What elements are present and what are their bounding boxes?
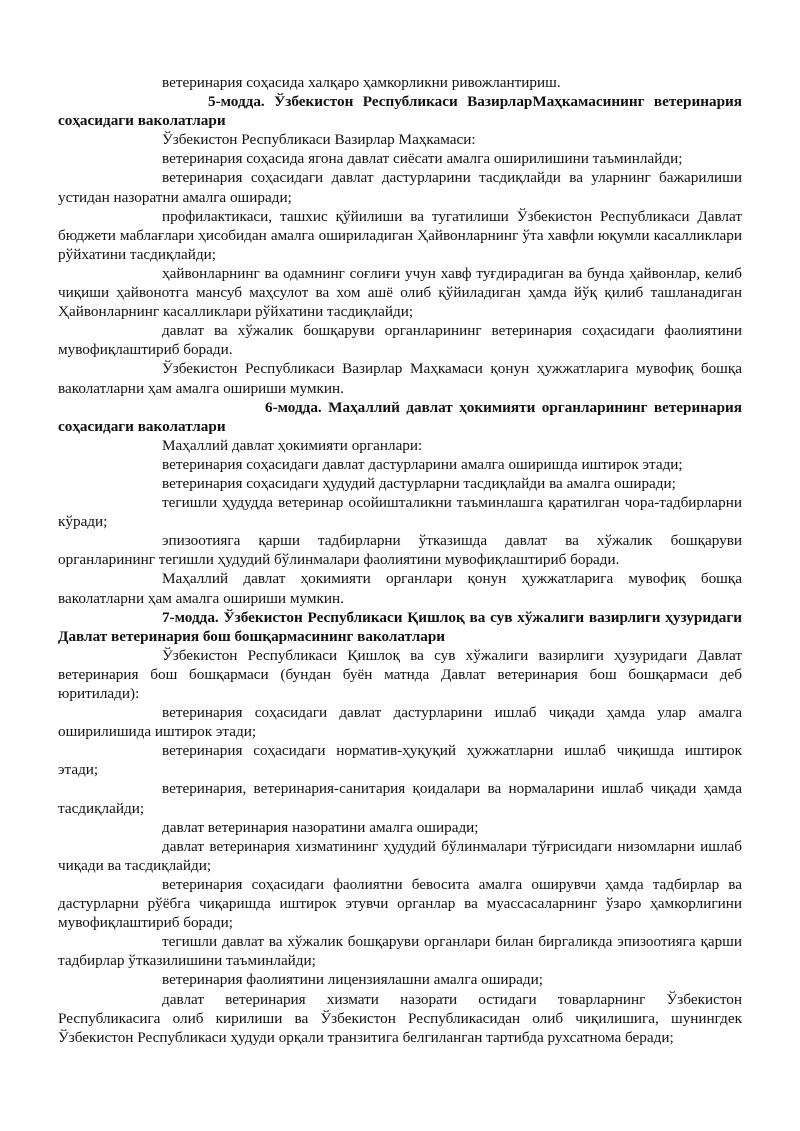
paragraph: ветеринария фаолиятини лицензиялашни амалга оширади; (162, 971, 543, 989)
paragraph: тегишли давлат ва хўжалик бошқаруви органлари билан биргаликда эпизоотияга қарши тадбирлар ўтказилишини таъминлайди; (58, 933, 742, 970)
paragraph: давлат ва хўжалик бошқаруви органларининг ветеринария соҳасидаги фаолиятини мувофиқлаштириб боради. (58, 322, 742, 359)
paragraph: ветеринария, ветеринария-санитария қоидалари ва нормаларини ишлаб чиқади ҳамда тасдиқлайди; (58, 780, 742, 817)
paragraph: ветеринария соҳасида ягона давлат сиёсати амалга оширилишини таъминлайди; (162, 150, 683, 168)
article-6-title: 6-модда. Маҳаллий давлат ҳокимияти органларининг ветеринария соҳасидаги ваколатлари (58, 398, 742, 435)
paragraph: тегишли ҳудудда ветеринар осойишталикни таъминлашга қаратилган чора-тадбирларни кўради; (58, 494, 742, 531)
paragraph: Ўзбекистон Республикаси Вазирлар Маҳкамаси қонун ҳужжатларига мувофиқ бошқа ваколатларни ҳам амалга ошириши мумкин. (58, 360, 742, 397)
paragraph: эпизоотияга қарши тадбирларни ўтказишда давлат ва хўжалик бошқаруви органларининг тегишли ҳудудий бўлинмалари фаолиятини мувофиқлаштириб боради. (58, 532, 742, 569)
paragraph: Маҳаллий давлат ҳокимияти органлари қонун ҳужжатларига мувофиқ бошқа ваколатларни ҳам амалга ошириши мумкин. (58, 570, 742, 607)
paragraph: Ўзбекистон Республикаси Қишлоқ ва сув хўжалиги вазирлиги ҳузуридаги Давлат ветеринария бош бошқармаси (бундан буён матнда Давлат ветеринария бош бошқармаси деб юритилади): (58, 646, 742, 702)
paragraph: ветеринария соҳасидаги давлат дастурларини амалга оширишда иштирок этади; (162, 455, 683, 473)
paragraph: ветеринария соҳасидаги ҳудудий дастурларни тасдиқлайди ва амалга оширади; (162, 474, 676, 492)
paragraph: давлат ветеринария хизматининг ҳудудий бўлинмалари тўғрисидаги низомларни ишлаб чиқади ва тасдиқлайди; (58, 837, 742, 874)
paragraph: давлат ветеринария назоратини амалга оширади; (162, 818, 479, 836)
paragraph: ветеринария соҳасидаги давлат дастурларини тасдиқлайди ва уларнинг бажарилиши устидан назоратни амалга оширади; (58, 169, 742, 206)
paragraph: ветеринария соҳасидаги давлат дастурларини ишлаб чиқади ҳамда улар амалга оширилишида иштирок этади; (58, 704, 742, 741)
article-5-title: 5-модда. Ўзбекистон Республикаси ВазирларМаҳкамасининг ветеринария соҳасидаги ваколатлари (58, 93, 742, 130)
paragraph: давлат ветеринария хизмати назорати остидаги товарларнинг Ўзбекистон Республикасига олиб кирилиши ва Ўзбекистон Республикасидан олиб чиқилишига, шунингдек Ўзбекистон Республикаси ҳудуди орқали транзитига белгиланган тартибда рухсатнома беради; (58, 990, 742, 1046)
paragraph: ветеринария соҳасидаги фаолиятни бевосита амалга оширувчи ҳамда тадбирлар ва дастурларни рўёбга чиқаришда иштирок этувчи органлар ва муассасаларнинг ўзаро ҳамкорлигини мувофиқлаштириб боради; (58, 875, 742, 932)
paragraph: профилактикаси, ташхис қўйилиши ва тугатилиши Ўзбекистон Республикаси Давлат бюджети маблағлари ҳисобидан амалга ошириладиган Ҳайвонларнинг ўта хавфли юқумли касалликлари рўйхатини тасдиқлайди; (58, 207, 742, 263)
paragraph: ветеринария соҳасидаги норматив-ҳуқуқий ҳужжатларни ишлаб чиқишда иштирок этади; (58, 742, 742, 779)
document-page (58, 73, 742, 1047)
paragraph: Ўзбекистон Республикаси Вазирлар Маҳкамаси: (162, 131, 476, 149)
paragraph: ветеринария соҳасида халқаро ҳамкорликни ривожлантириш. (162, 74, 561, 91)
article-7-title: 7-модда. Ўзбекистон Республикаси Қишлоқ ва сув хўжалиги вазирлиги ҳузуридаги Давлат ветеринария бош бошқармасининг ваколатлари (58, 608, 742, 645)
paragraph: Маҳаллий давлат ҳокимияти органлари: (162, 436, 423, 454)
paragraph: ҳайвонларнинг ва одамнинг соғлиғи учун хавф туғдирадиган ва бунда ҳайвонлар, келиб чиқиши ҳайвонотга мансуб маҳсулот ва хом ашё олиб қўйиладиган ҳамда йўқ қилиб ташланадиган Ҳайвонларнинг касалликлари рўйхатини тасдиқлайди; (58, 264, 742, 321)
